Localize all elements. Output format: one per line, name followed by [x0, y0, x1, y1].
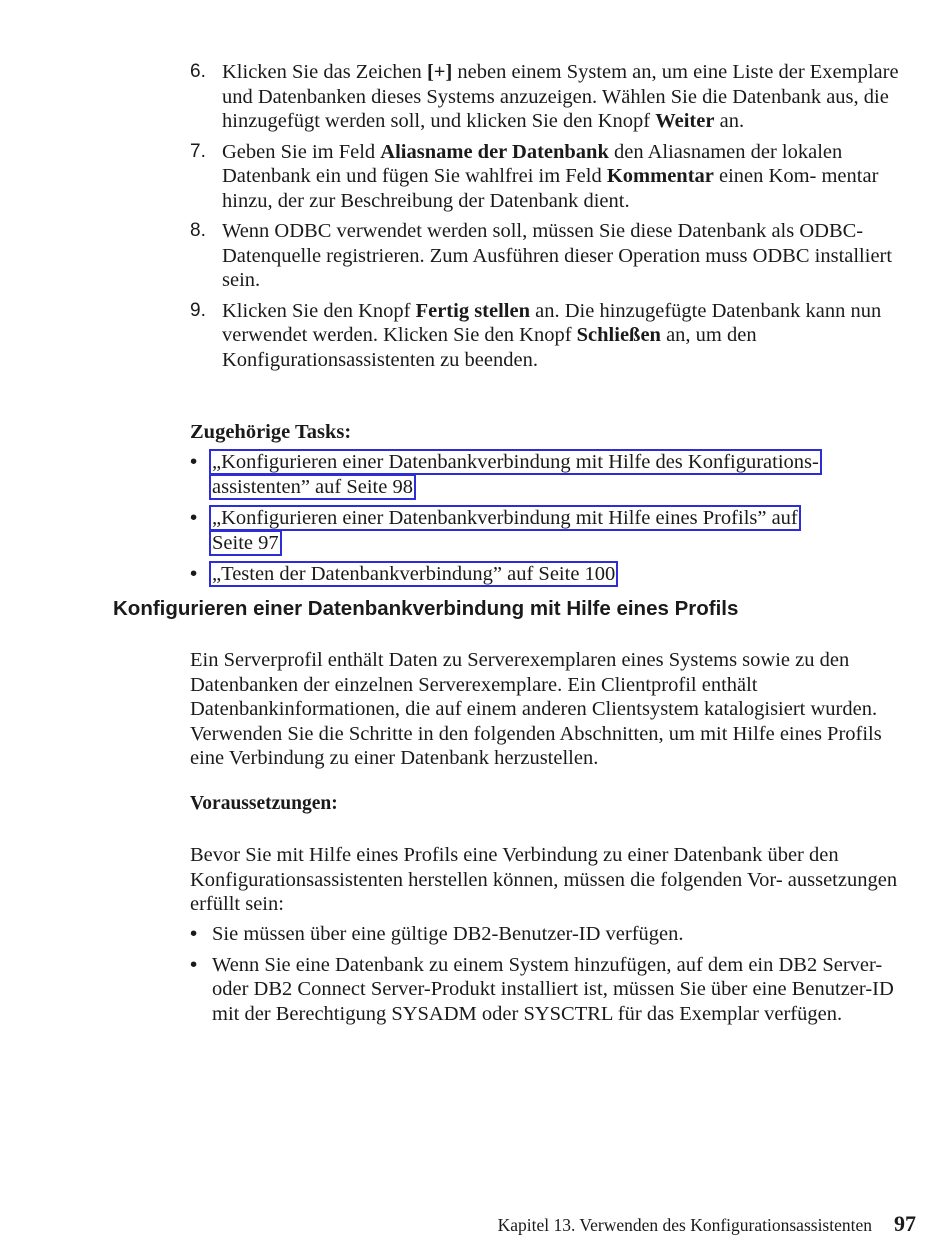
bullet-icon: • [190, 952, 198, 976]
prerequisites-list [190, 922, 910, 1032]
step-number: 8. [190, 220, 206, 241]
related-task-link[interactable]: „Konfigurieren einer Datenbankverbindung mit Hilfe des Konfigurations- assistenten” auf Seite 98 [212, 450, 822, 500]
bullet-icon: • [190, 922, 198, 945]
related-task-item [190, 562, 920, 587]
step-text: Wenn ODBC verwendet werden soll, müssen Sie diese Datenbank als ODBC-Datenquelle registrieren. Zum Ausführen dieser Operation muss ODBC installiert sein. [222, 220, 893, 291]
bullet-icon: • [190, 562, 198, 585]
step-item [190, 299, 920, 373]
prerequisites-paragraph: Bevor Sie mit Hilfe eines Profils eine Verbindung zu einer Datenbank über den Konfigurationsassistenten herstellen können, müssen die folgenden Vor- aussetzungen erfüllt sein: [190, 844, 898, 915]
bullet-icon: • [190, 506, 198, 529]
page-number: 97 [894, 1211, 916, 1236]
related-task-item [190, 506, 920, 556]
related-task-item [190, 450, 920, 500]
step-item [190, 60, 920, 134]
step-item [190, 140, 920, 214]
related-tasks-list [190, 450, 920, 593]
prerequisites-heading: Voraussetzungen: [190, 793, 338, 814]
chapter-title: Kapitel 13. Verwenden des Konfigurationsassistenten [497, 1215, 872, 1235]
page-footer [498, 1212, 916, 1238]
step-text: Klicken Sie das Zeichen [+] neben einem System an, um eine Liste der Exemplare und Datenbanken dieses Systems anzuzeigen. Wählen Sie die Datenbank aus, die hinzugefügt werden soll, und klicken Sie den Knopf Weiter an. [222, 61, 899, 132]
intro-paragraph: Ein Serverprofil enthält Daten zu Serverexemplaren eines Systems sowie zu den Datenbanken der einzelnen Serverexemplare. Ein Clientprofil enthält Datenbankinformationen, die auf einem anderen Clientsystem katalogisiert wurden. Verwenden Sie die Schritte in den folgenden Abschnitten, um mit Hilfe eines Profils eine Verbindung zu einer Datenbank herzustellen. [190, 649, 882, 769]
related-task-link[interactable]: „Testen der Datenbankverbindung” auf Seite 100 [212, 562, 618, 587]
step-number: 6. [190, 61, 206, 82]
bullet-icon: • [190, 450, 198, 473]
related-task-link[interactable]: „Konfigurieren einer Datenbankverbindung mit Hilfe eines Profils” auf Seite 97 [212, 506, 801, 556]
step-text: Geben Sie im Feld Aliasname der Datenbank den Aliasnamen der lokalen Datenbank ein und fügen Sie wahlfrei im Feld Kommentar einen Kom- mentar hinzu, der zur Beschreibung der Datenbank dient. [222, 140, 879, 212]
prerequisite-item [190, 922, 910, 947]
steps-list [190, 60, 920, 378]
step-number: 9. [190, 299, 206, 321]
prerequisite-text: Wenn Sie eine Datenbank zu einem System hinzufügen, auf dem ein DB2 Server- oder DB2 Connect Server-Produkt installiert ist, müssen Sie über eine Benutzer-ID mit der Berechtigung SYSADM oder SYSCTRL für das Exemplar verfügen. [212, 953, 894, 1025]
step-text: Klicken Sie den Knopf Fertig stellen an. Die hinzugefügte Datenbank kann nun verwendet werden. Klicken Sie den Knopf Schließen an, um den Konfigurationsassistenten zu beenden. [222, 299, 882, 371]
prerequisite-item [190, 953, 910, 1027]
related-tasks-heading: Zugehörige Tasks: [190, 421, 352, 443]
step-item [190, 219, 920, 293]
step-number: 7. [190, 140, 206, 162]
section-heading: Konfigurieren einer Datenbankverbindung mit Hilfe eines Profils [113, 597, 739, 620]
prerequisite-text: Sie müssen über eine gültige DB2-Benutzer-ID verfügen. [212, 923, 684, 945]
